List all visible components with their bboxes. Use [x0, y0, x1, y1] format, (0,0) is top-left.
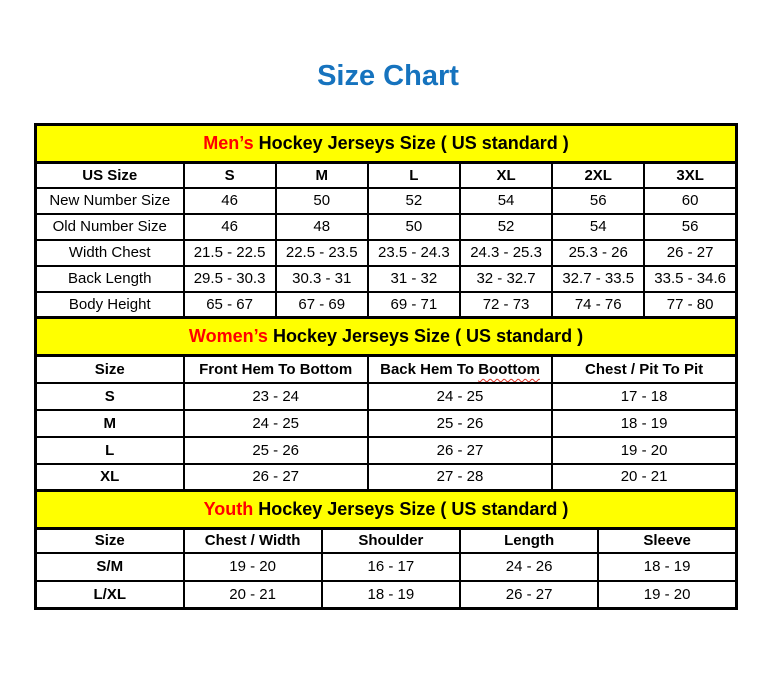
men-cell-3-5: 33.5 - 34.6 — [644, 266, 736, 292]
men-column-header-0: US Size — [36, 163, 184, 188]
youth-cell-1-1: 18 - 19 — [322, 581, 460, 609]
men-cell-2-0: 21.5 - 22.5 — [184, 240, 276, 266]
men-row-new-number-size — [36, 188, 737, 214]
men-row-label-3: Back Length — [36, 266, 184, 292]
men-cell-1-2: 50 — [368, 214, 460, 240]
men-row-label-1: Old Number Size — [36, 214, 184, 240]
men-row-label-4: Body Height — [36, 292, 184, 318]
men-row-back-length — [36, 266, 737, 292]
misspelled-word: Boottom — [478, 360, 540, 378]
men-cell-1-4: 54 — [552, 214, 644, 240]
women-cell-0-0: 23 - 24 — [184, 383, 368, 410]
youth-band-text: Hockey Jerseys Size ( US standard ) — [253, 499, 569, 519]
men-cell-1-5: 56 — [644, 214, 736, 240]
women-header-row — [36, 356, 737, 383]
men-column-header-3: L — [368, 163, 460, 188]
men-column-header-5: 2XL — [552, 163, 644, 188]
women-row-l — [36, 437, 737, 464]
men-cell-0-2: 52 — [368, 188, 460, 214]
women-band-text: Hockey Jerseys Size ( US standard ) — [267, 326, 584, 346]
women-row-m — [36, 410, 737, 437]
men-cell-0-1: 50 — [276, 188, 368, 214]
youth-column-header-2: Shoulder — [322, 529, 460, 553]
men-cell-2-3: 24.3 - 25.3 — [460, 240, 552, 266]
youth-band-title — [36, 491, 737, 529]
men-band-accent: Men’s — [203, 133, 254, 153]
men-cell-4-4: 74 - 76 — [552, 292, 644, 318]
women-row-s — [36, 383, 737, 410]
men-cell-1-3: 52 — [460, 214, 552, 240]
men-cell-2-4: 25.3 - 26 — [552, 240, 644, 266]
women-column-header-0: Size — [36, 356, 184, 383]
women-cell-1-1: 25 - 26 — [368, 410, 552, 437]
women-row-label-2: L — [36, 437, 184, 464]
men-row-width-chest — [36, 240, 737, 266]
men-cell-1-0: 46 — [184, 214, 276, 240]
women-cell-3-2: 20 - 21 — [552, 464, 736, 491]
youth-column-header-3: Length — [460, 529, 598, 553]
men-row-label-0: New Number Size — [36, 188, 184, 214]
youth-column-header-1: Chest / Width — [184, 529, 322, 553]
youth-row-label-0: S/M — [36, 553, 184, 581]
youth-cell-0-3: 18 - 19 — [598, 553, 736, 581]
men-cell-3-3: 32 - 32.7 — [460, 266, 552, 292]
men-cell-0-4: 56 — [552, 188, 644, 214]
men-header-row — [36, 163, 737, 188]
women-band-title — [36, 318, 737, 356]
youth-header-row — [36, 529, 737, 553]
women-row-label-3: XL — [36, 464, 184, 491]
women-cell-2-2: 19 - 20 — [552, 437, 736, 464]
youth-row-l-xl — [36, 581, 737, 609]
men-cell-2-5: 26 - 27 — [644, 240, 736, 266]
size-tables — [34, 123, 738, 610]
youth-cell-0-2: 24 - 26 — [460, 553, 598, 581]
youth-band-row — [36, 491, 737, 529]
youth-row-s-m — [36, 553, 737, 581]
men-row-label-2: Width Chest — [36, 240, 184, 266]
men-band-text: Hockey Jerseys Size ( US standard ) — [253, 133, 569, 153]
men-cell-3-0: 29.5 - 30.3 — [184, 266, 276, 292]
men-cell-4-2: 69 - 71 — [368, 292, 460, 318]
youth-column-header-4: Sleeve — [598, 529, 736, 553]
men-cell-0-3: 54 — [460, 188, 552, 214]
men-column-header-1: S — [184, 163, 276, 188]
men-cell-3-4: 32.7 - 33.5 — [552, 266, 644, 292]
youth-column-header-0: Size — [36, 529, 184, 553]
men-size-table — [34, 123, 738, 319]
women-cell-3-0: 26 - 27 — [184, 464, 368, 491]
men-column-header-4: XL — [460, 163, 552, 188]
youth-band-accent: Youth — [203, 499, 254, 519]
women-column-header-2: Back Hem To Boottom — [368, 356, 552, 383]
youth-cell-1-0: 20 - 21 — [184, 581, 322, 609]
men-cell-4-5: 77 - 80 — [644, 292, 736, 318]
men-cell-4-1: 67 - 69 — [276, 292, 368, 318]
women-cell-2-1: 26 - 27 — [368, 437, 552, 464]
women-cell-3-1: 27 - 28 — [368, 464, 552, 491]
men-cell-3-2: 31 - 32 — [368, 266, 460, 292]
men-cell-4-3: 72 - 73 — [460, 292, 552, 318]
men-cell-0-0: 46 — [184, 188, 276, 214]
men-row-old-number-size — [36, 214, 737, 240]
men-cell-0-5: 60 — [644, 188, 736, 214]
youth-cell-0-1: 16 - 17 — [322, 553, 460, 581]
women-cell-1-2: 18 - 19 — [552, 410, 736, 437]
women-cell-0-1: 24 - 25 — [368, 383, 552, 410]
men-cell-4-0: 65 - 67 — [184, 292, 276, 318]
women-row-xl — [36, 464, 737, 491]
men-column-header-6: 3XL — [644, 163, 736, 188]
youth-cell-0-0: 19 - 20 — [184, 553, 322, 581]
women-row-label-1: M — [36, 410, 184, 437]
men-band-title — [36, 125, 737, 163]
men-band-row — [36, 125, 737, 163]
youth-cell-1-2: 26 - 27 — [460, 581, 598, 609]
men-column-header-2: M — [276, 163, 368, 188]
women-band-accent: Women’s — [188, 326, 268, 346]
women-column-header-3: Chest / Pit To Pit — [552, 356, 736, 383]
men-cell-2-1: 22.5 - 23.5 — [276, 240, 368, 266]
women-column-header-1: Front Hem To Bottom — [184, 356, 368, 383]
women-cell-2-0: 25 - 26 — [184, 437, 368, 464]
youth-cell-1-3: 19 - 20 — [598, 581, 736, 609]
men-cell-1-1: 48 — [276, 214, 368, 240]
women-row-label-0: S — [36, 383, 184, 410]
men-row-body-height — [36, 292, 737, 318]
youth-row-label-1: L/XL — [36, 581, 184, 609]
men-cell-2-2: 23.5 - 24.3 — [368, 240, 460, 266]
women-band-row — [36, 318, 737, 356]
page-title: Size Chart — [317, 60, 459, 92]
youth-size-table — [34, 489, 738, 610]
women-cell-0-2: 17 - 18 — [552, 383, 736, 410]
women-size-table — [34, 316, 738, 492]
women-cell-1-0: 24 - 25 — [184, 410, 368, 437]
men-cell-3-1: 30.3 - 31 — [276, 266, 368, 292]
